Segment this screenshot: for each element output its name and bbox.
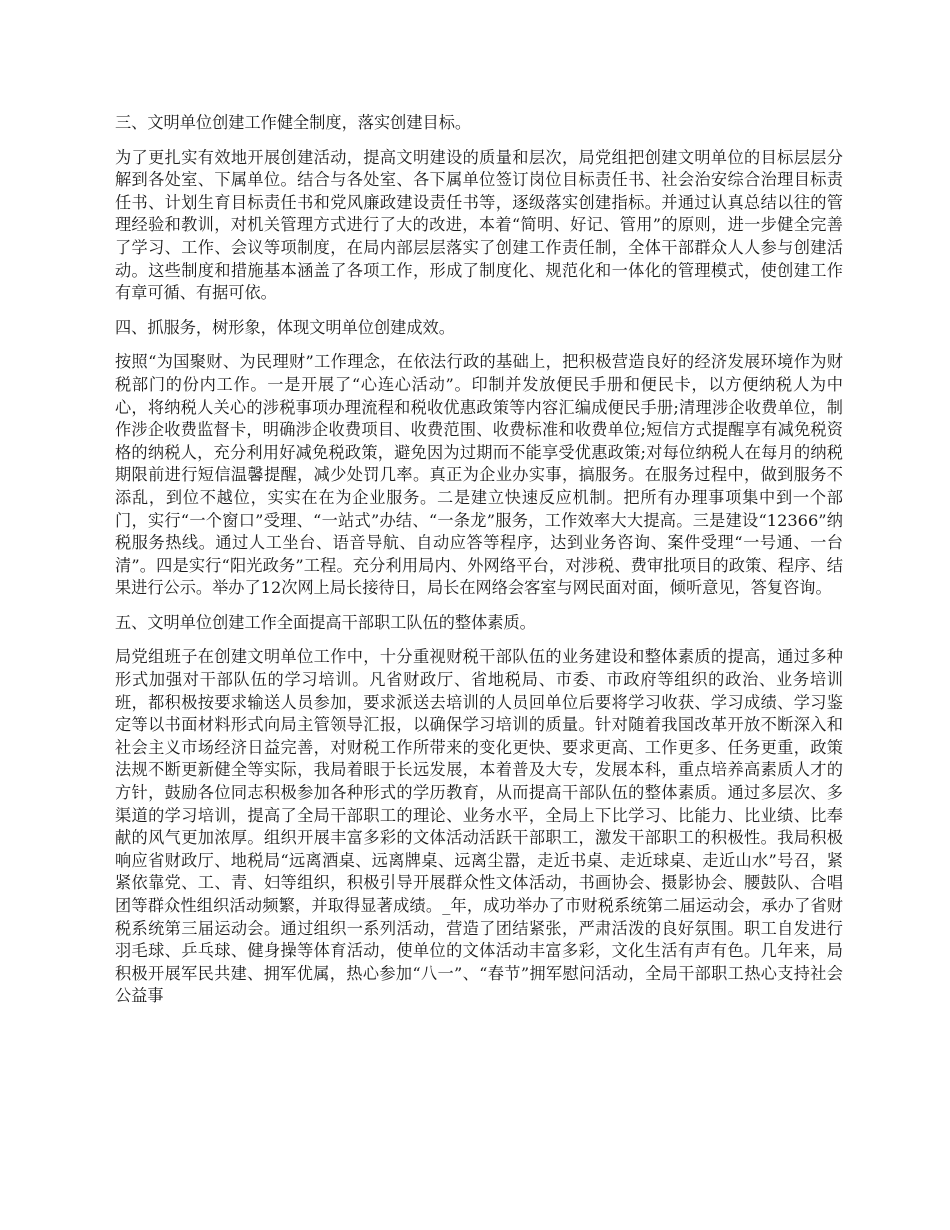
section-4-body: 按照“为国聚财、为民理财”工作理念，在依法行政的基础上，把积极营造良好的经济发展环境作为财税部门的份内工作。一是开展了“心连心活动”。印制并发放便民手册和便民卡，以方便纳税人为中心，将纳税人关心的涉税事项办理流程和税收优惠政策等内容汇编成便民手册;清理涉企收费单位，制作涉企收费监督卡，明确涉企收费项目、收费范围、收费标准和收费单位;短信方式提醒享有减免税资格的纳税人，充分利用好减免税政策，避免因为过期而不能享受优惠政策;对每位纳税人在每月的纳税期限前进行短信温馨提醒，减少处罚几率。真正为企业办实事，搞服务。在服务过程中，做到服务不添乱，到位不越位，实实在在为企业服务。二是建立快速反应机制。把所有办理事项集中到一个部门，实行“一个窗口”受理、“一站式”办结、“一条龙”服务，工作效率大大提高。三是建设“12366”纳税服务热线。通过人工坐台、语音导航、自动应答等程序，达到业务咨询、案件受理“一号通、一台清”。四是实行“阳光政务”工程。充分利用局内、外网络平台，对涉税、费审批项目的政策、程序、结果进行公示。举办了12次网上局长接待日，局长在网络会客室与网民面对面，倾听意见，答复咨询。 (115, 352, 843, 598)
section-3-heading: 三、文明单位创建工作健全制度，落实创建目标。 (115, 113, 472, 132)
section-5-body: 局党组班子在创建文明单位工作中，十分重视财税干部队伍的业务建设和整体素质的提高，通过多种形式加强对干部队伍的学习培训。凡省财政厅、省地税局、市委、市政府等组织的政治、业务培训班，都积极按要求输送人员参加，要求派送去培训的人员回单位后要将学习收获、学习成绩、学习鉴定等以书面材料形式向局主管领导汇报，以确保学习培训的质量。针对随着我国改革开放不断深入和社会主义市场经济日益完善，对财税工作所带来的变化更快、要求更高、工作更多、任务更重，政策法规不断更新健全等实际，我局着眼于长远发展，本着普及大专，发展本科，重点培养高素质人才的方针，鼓励各位同志积极参加各种形式的学历教育，从而提高干部队伍的整体素质。通过多层次、多渠道的学习培训，提高了全局干部职工的理论、业务水平，全局上下比学习、比能力、比业绩、比奉献的风气更加浓厚。组织开展丰富多彩的文体活动活跃干部职工，激发干部职工的积极性。我局积极响应省财政厅、地税局“远离酒桌、远离牌桌、远离尘嚣，走近书桌、走近球桌、走近山水”号召，紧紧依靠党、工、青、妇等组织，积极引导开展群众性文体活动，书画协会、摄影协会、腰鼓队、合唱团等群众性组织活动频繁，并取得显著成绩。_年，成功举办了市财税系统第二届运动会，承办了省财税系统第三届运动会。通过组织一系列活动，营造了团结紧张，严肃活泼的良好氛围。职工自发进行羽毛球、乒乓球、健身操等体育活动，使单位的文体活动丰富多彩，文化生活有声有色。几年来，局积极开展军民共建、拥军优属，热心参加“八一”、“春节”拥军慰问活动，全局干部职工热心支持社会公益事 (115, 647, 843, 1006)
section-3-body: 为了更扎实有效地开展创建活动，提高文明建设的质量和层次，局党组把创建文明单位的目标层层分解到各处室、下属单位。结合与各处室、各下属单位签订岗位目标责任书、社会治安综合治理目标责任书、计划生育目标责任书和党风廉政建设责任书等，逐级落实创建指标。并通过认真总结以往的管理经验和教训，对机关管理方式进行了大的改进，本着“简明、好记、管用”的原则，进一步健全完善了学习、工作、会议等项制度，在局内部层层落实了创建工作责任制，全体干部群众人人参与创建活动。这些制度和措施基本涵盖了各项工作，形成了制度化、规范化和一体化的管理模式，使创建工作有章可循、有据可依。 (115, 147, 843, 303)
document-page (115, 112, 843, 1020)
section-4-heading: 四、抓服务，树形象，体现文明单位创建成效。 (115, 317, 455, 337)
section-5-heading: 五、文明单位创建工作全面提高干部职工队伍的整体素质。 (115, 612, 536, 632)
